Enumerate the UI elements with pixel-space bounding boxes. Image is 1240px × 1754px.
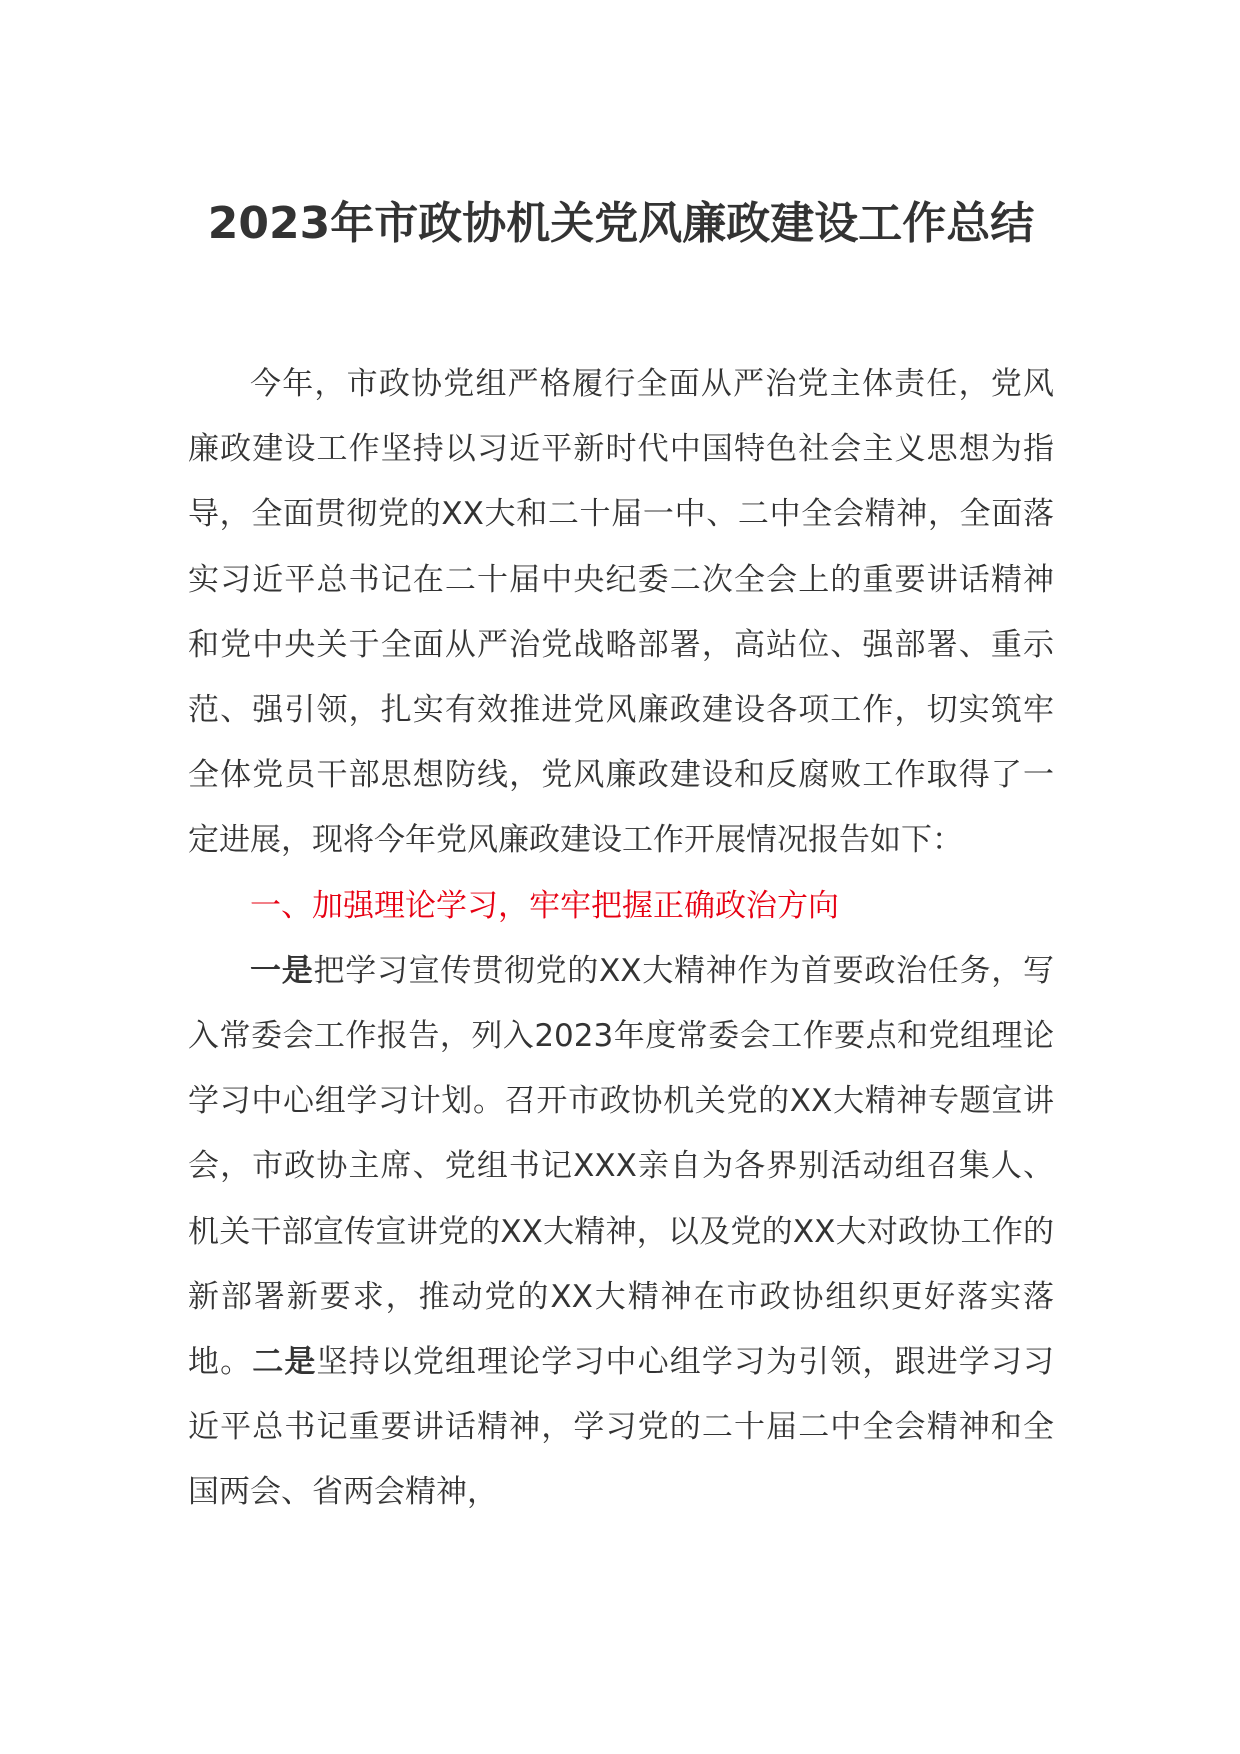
section-heading: 一、加强理论学习，牢牢把握正确政治方向 bbox=[250, 887, 839, 924]
intro-paragraph: 今年，市政协党组严格履行全面从严治党主体责任，党风廉政建设工作坚持以习近平新时代中国特色社会主义思想为指导，全面贯彻党的XX大和二十届一中、二中全会精神，全面落实习近平总书记在二十届中央纪委二次全会上的重要讲话精神和党中央关于全面从严治党战略部署，高站位、强部署、重示范、强引领，扎实有效推进党风廉政建设各项工作，切实筑牢全体党员干部思想防线，党风廉政建设和反腐败工作取得了一定进展，现将今年党风廉政建设工作开展情况报告如下： bbox=[188, 366, 1054, 859]
point-text-2: 坚持以党组理论学习中心组学习为引领，跟进学习习近平总书记重要讲话精神，学习党的二十届二中全会精神和全国两会、省两会精神， bbox=[188, 1344, 1055, 1511]
point-label-2: 二是 bbox=[252, 1344, 317, 1381]
section-paragraph bbox=[188, 939, 1054, 1526]
point-label-1: 一是 bbox=[250, 952, 314, 989]
point-text-1: 把学习宣传贯彻党的XX大精神作为首要政治任务，写入常委会工作报告，列入2023年度常委会工作要点和党组理论学习中心组学习计划。召开市政协机关党的XX大精神专题宣讲会，市政协主席、党组书记XXX亲自为各界别活动组召集人、机关干部宣传宣讲党的XX大精神，以及党的XX大对政协工作的新部署新要求，推动党的XX大精神在市政协组织更好落实落地。 bbox=[188, 952, 1054, 1381]
document-body bbox=[188, 352, 1054, 1526]
document-title: 2023年市政协机关党风廉政建设工作总结 bbox=[207, 198, 1035, 249]
